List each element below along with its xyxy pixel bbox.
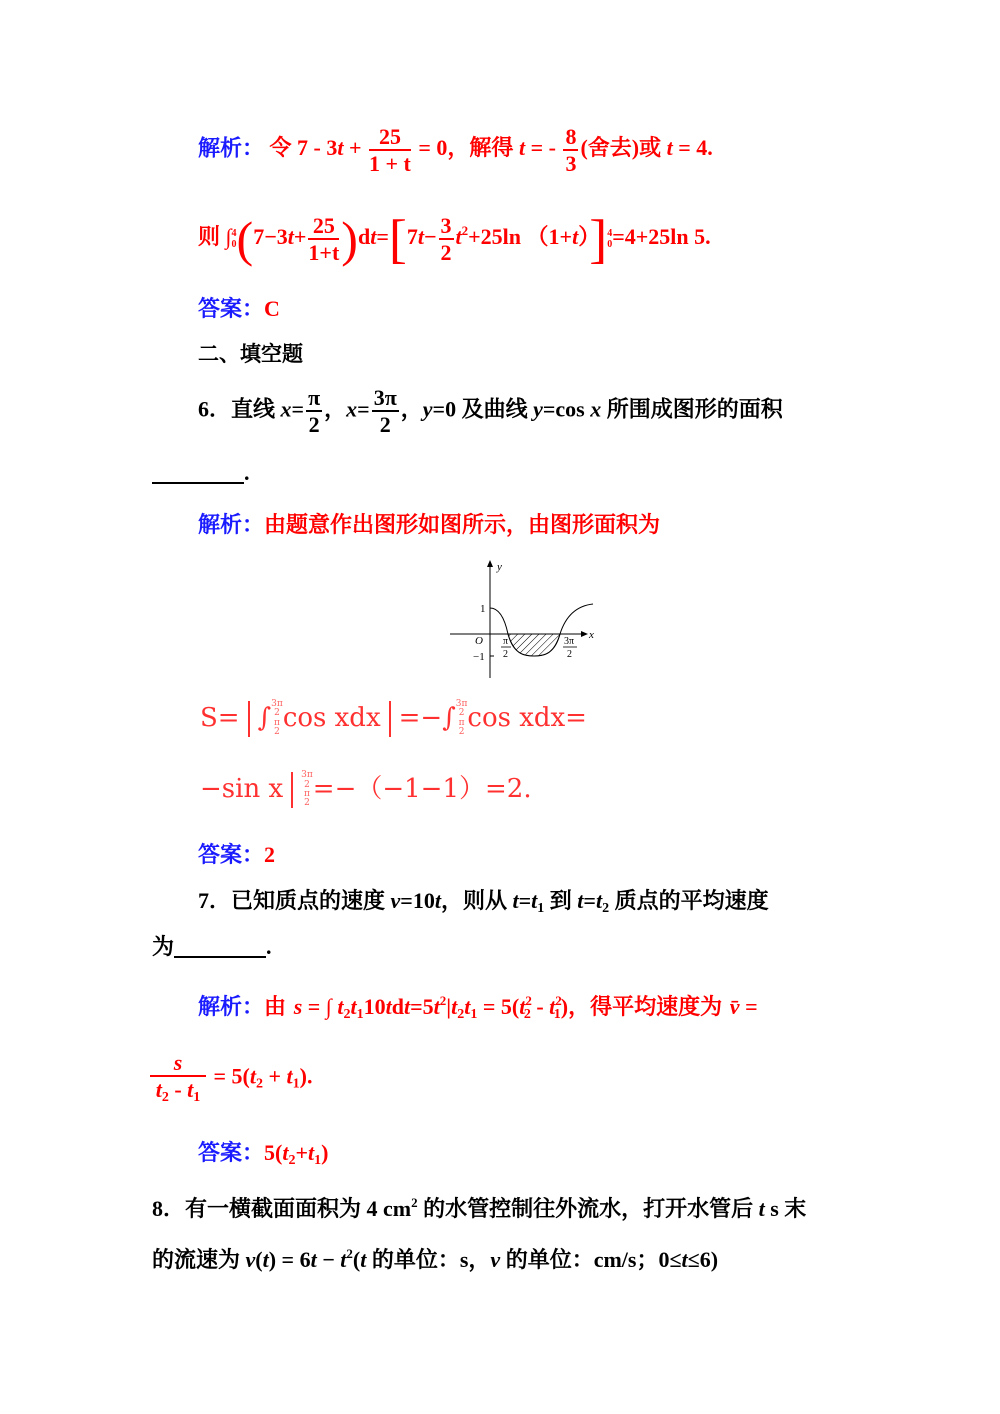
q5-analysis-line1 [198,124,713,177]
origin-label: O [475,635,483,647]
q6-answer [198,838,275,869]
answer-label: 答案： [198,297,265,322]
analysis-text: 令 7 - 3t + $\frac{25}{1 + t}$ = 0，解得 t = - $\frac{8}{3}$ (舍去)或 t = 4. [269,124,713,177]
fraction: $\frac{s}{t_2 - t_1}$ [150,1050,206,1106]
answer-label: 答案： [198,843,265,868]
q5-analysis-line2: 则 ∫ 4 0 (7−3t+ $\frac{25}{1+t}$ )dt=[7t− $\frac{3}{2}$ $t^2+25\ln$ （1+t）] 4 0 =4+25ln 5. [198,209,711,269]
analysis-label: 解析： [198,136,265,162]
question-7: 7．已知质点的速度 v=10t，则从 $t=t_1$ 到 $t=t_2$ 质点的平均速度 [198,888,769,916]
area-formula-2: −sin x 3π 2 π 2 =−（−1−1）=2. [200,770,532,809]
fraction: $\frac{\pi}{2}$ [308,385,321,438]
abs-bar [389,701,391,737]
x-tick-pi-2-den: 2 [503,649,508,660]
integral-limits: 4 0 [231,228,237,250]
answer-value: C [264,296,280,321]
q6-analysis [198,508,660,539]
x-axis-label: x [589,629,594,641]
q7-analysis-line2: $\frac{s}{t_2 - t_1}$ = $5(t_2 + t_1)$. [148,1050,313,1106]
y-axis-label: y [497,561,502,573]
integral-limits: 3π 2 π 2 [271,699,283,738]
question-6: 6．直线 x= $\frac{\pi}{2}$ ，x= $\frac{3\pi}{2}$ ，y=0 及曲线 y=cos x 所围成图形的面积 [198,385,783,438]
fraction: $\frac{25}{1+t}$ [308,212,340,265]
abs-bar [248,701,250,737]
analysis-text: 由题意作出图形如图所示，由图形面积为 [264,513,661,538]
x-tick-3pi-2-den: 2 [567,649,572,660]
analysis-label: 解析： [198,513,265,538]
y-tick-neg1: −1 [473,651,485,663]
integral-limits: 3π 2 π 2 [455,699,468,738]
eval-bar [291,772,293,808]
question-6-blank: . [152,460,250,486]
fraction: $\frac{8}{3}$ [565,124,577,177]
y-tick-1: 1 [480,603,486,615]
fraction: $\frac{3\pi}{2}$ [373,385,397,438]
q7-analysis-line1 [198,990,758,1023]
section-title: 二、填空题 [198,342,303,366]
answer-value: $5(t_2+t_1)$ [264,1140,329,1168]
question-8-line2: 的流速为 $v(t) = 6t - t^2(t$ 的单位：s，v 的单位：cm/s；0≤t≤6) [152,1246,719,1272]
question-7-line2: 为 . [152,934,272,959]
question-8-line1: 8．有一横截面面积为 4 $cm^2$ 的水管控制往外流水，打开水管后 t s 末 [152,1195,807,1221]
q7-answer [198,1136,328,1169]
q5-answer [198,292,280,323]
eval-limits: 3π 2 π 2 [301,770,313,809]
x-tick-3pi-2-num: 3π [564,636,575,647]
answer-label: 答案： [198,1141,265,1166]
answer-blank [174,956,266,958]
area-formula-1: S= ∫ 3π 2 π 2 cos xdx =−∫ 3π 2 π 2 cos xdx= [200,699,587,738]
eval-limits: 4 0 [607,228,613,250]
cosine-graph [445,558,605,683]
fraction: $\frac{25}{1 + t}$ [369,124,411,177]
answer-value: 2 [264,842,276,867]
fraction: $\frac{3}{2}$ [440,212,452,265]
x-tick-pi-2-num: π [503,636,509,647]
answer-blank [152,482,244,484]
analysis-text: 由 s = ∫ $t_2t_110tdt=5t^2|t_2t_1 = 5(t^2_2 - t^2_1)$，得平均速度为 v̄ = [264,993,758,1022]
analysis-label: 解析： [198,995,265,1020]
